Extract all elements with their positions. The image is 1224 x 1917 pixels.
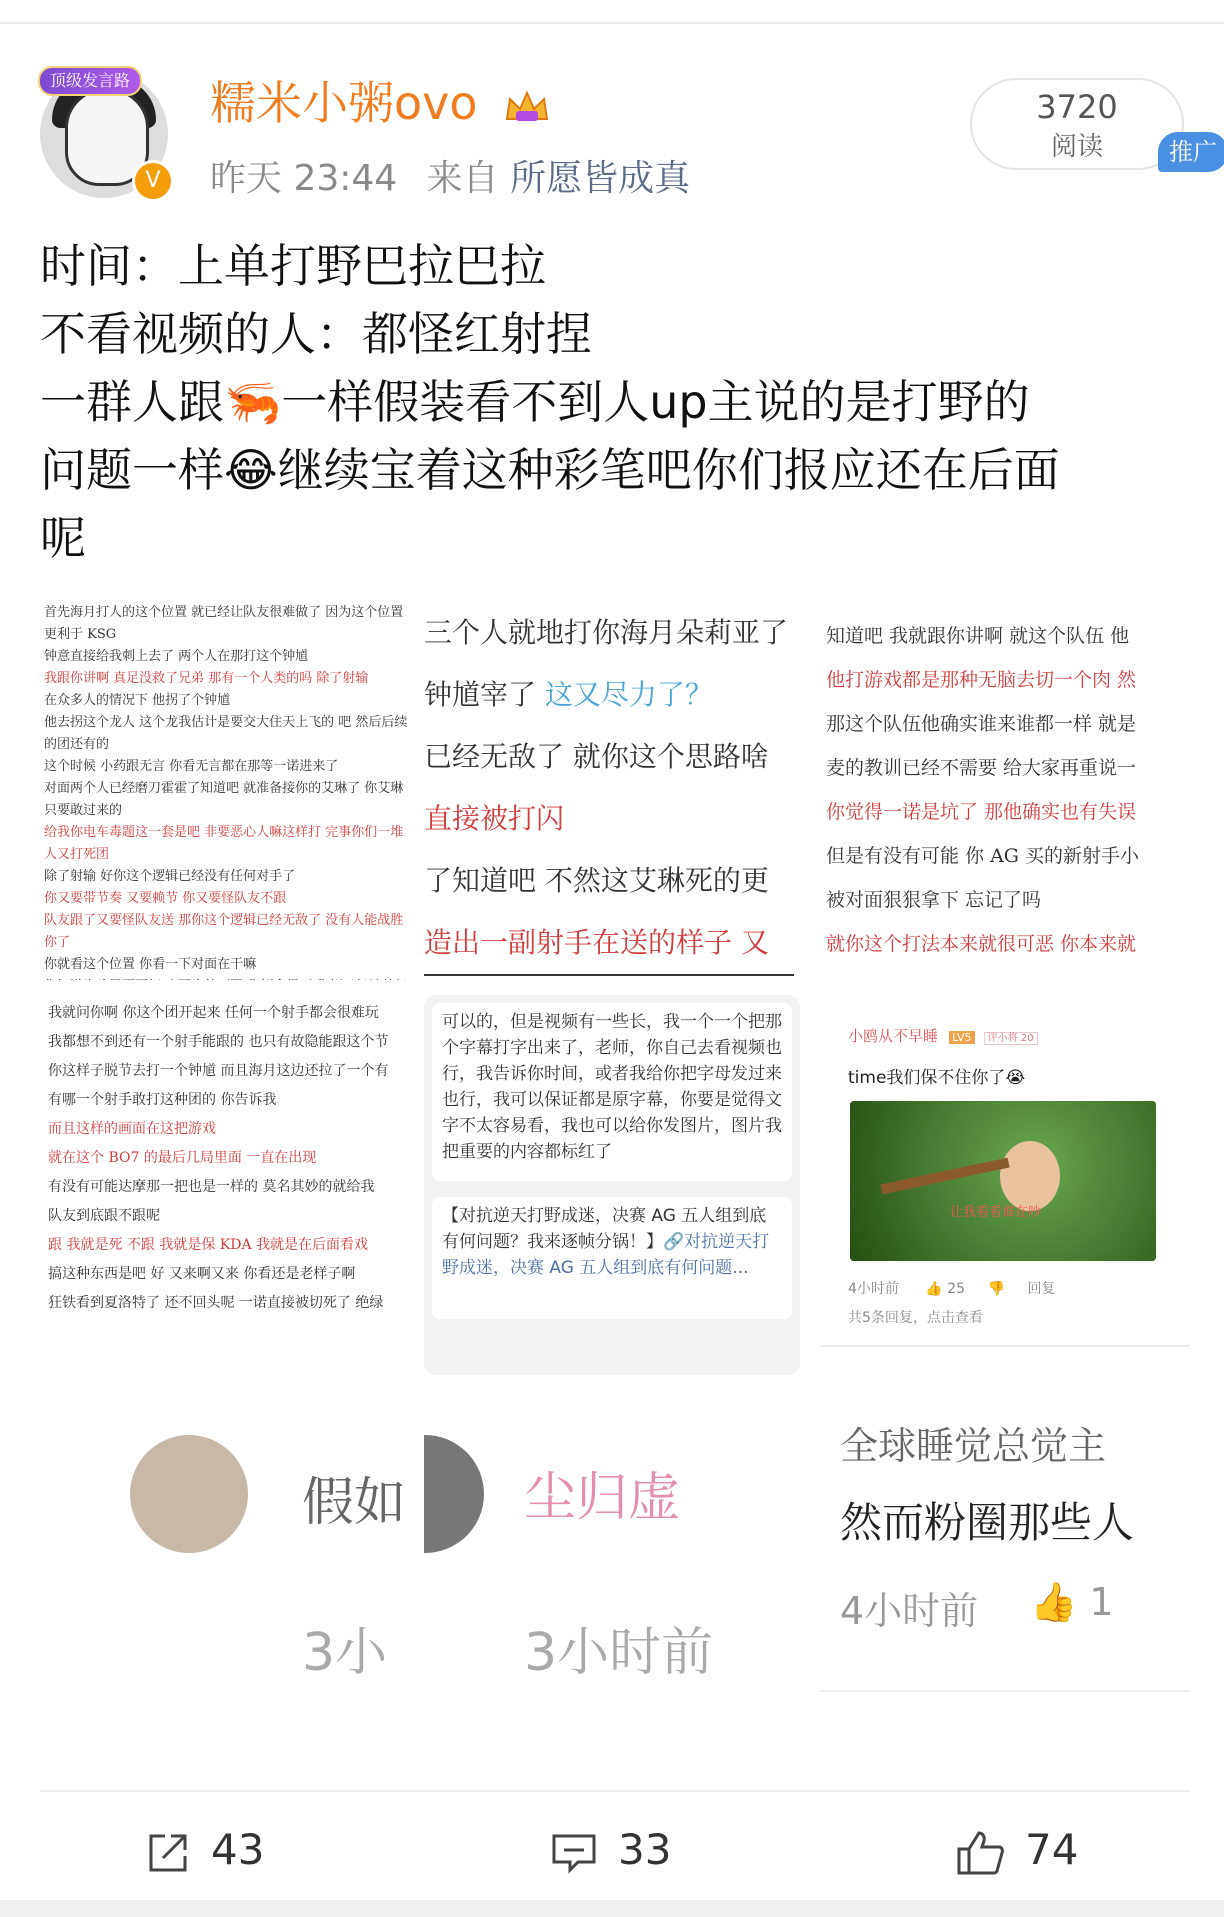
subtitle-text: 在众多人的情况下 他拐了个钟馗: [44, 693, 231, 708]
reply-button[interactable]: 回复: [1027, 1281, 1056, 1297]
post-source[interactable]: 所愿皆成真: [510, 158, 691, 199]
comment-tag: 评小将 20: [984, 1032, 1038, 1045]
image-grid: [40, 600, 1190, 1740]
comment-snippet: 假如: [302, 1473, 407, 1533]
commenter-avatar: [424, 1435, 484, 1553]
subtitle-line: [424, 850, 794, 912]
subtitle-line: [48, 999, 404, 1028]
subtitle-text: 他去拐这个龙人 这个龙我估计是要交大住天上飞的 吧 然后后续的团还有的: [44, 715, 408, 752]
subtitle-text: 知道吧 我就跟你讲啊 就这个队伍 他: [826, 625, 1130, 647]
subtitle-text: 麦的教训已经不需要 给大家再重说一: [826, 757, 1137, 779]
comment-button[interactable]: [550, 1810, 671, 1890]
subtitle-line: [424, 726, 794, 788]
thumb-up-icon: [955, 1829, 1005, 1877]
subtitle-line: [826, 614, 1190, 658]
image-right-middle[interactable]: [820, 995, 1190, 1375]
subtitle-text: 有哪一个射手敢打这种团的 你告诉我: [48, 1092, 277, 1108]
chat-message-text: 可以的，但是视频有一些长，我一个一个把那个字幕打字出来了，老师，你自己去看视频也行，我告诉你时间，或者我给你把字母发过来也行，我可以保证都是原字幕，你要是觉得文字不太容易看，我也可以给你发图片，图片我把重要的内容都标红了: [442, 1012, 782, 1162]
subtitle-text: 钟意直接给我刺上去了 两个人在那打这个钟馗: [44, 649, 309, 664]
subtitle-line: [44, 602, 408, 646]
subtitle-text: 除了射输 好你这个逻辑已经没有任何对手了: [44, 869, 296, 884]
subtitle-text: 已经无敌了 就你这个思路啥: [424, 740, 769, 773]
comment-like-icon[interactable]: 👍: [925, 1281, 943, 1297]
post-header: [40, 60, 1217, 210]
image-mid-top[interactable]: [424, 600, 804, 980]
comment-time: 4小时前: [840, 1589, 979, 1633]
subtitle-text: 你又要带节奏 又要赖节 你又要怪队友不跟: [44, 891, 287, 906]
image-left-bottom[interactable]: [40, 1390, 412, 1730]
subtitle-text: 这个时候 小药跟无言 你看无言都在那等一诺进来了: [44, 759, 339, 774]
share-icon: [145, 1830, 191, 1876]
subtitle-text: 造出一副射手在送的样子 又: [424, 926, 769, 959]
read-count: 3720: [1036, 88, 1118, 126]
subtitle-line: [44, 888, 408, 910]
subtitle-text: 我就问你啊 你这个团开起来 任何一个射手都会很难玩: [48, 1005, 379, 1021]
action-bar: [0, 1810, 1224, 1890]
subtitle-text: 队友跟了又要怪队友送 那你这个逻辑已经无敌了 没有人能战胜你了: [44, 913, 404, 950]
subtitle-text: 了知道吧 不然这艾琳死的更: [424, 864, 769, 897]
footer-divider: [40, 1790, 1190, 1792]
subtitle-text: 你就看这个位置 你看一下对面在干嘛: [44, 957, 257, 972]
subtitle-text: 搞这种东西是吧 好 又来啊又来 你看还是老样子啊: [48, 1266, 356, 1282]
subtitle-text: 钟馗宰了: [424, 678, 545, 711]
subtitle-line: [44, 910, 408, 954]
subtitle-text: 首先海月打人的这个位置 就已经让队友很难做了 因为这个位置更利于 KSG: [44, 605, 404, 642]
subtitle-text: 但是有没有可能 你 AG 买的新射手小: [826, 845, 1140, 867]
comment-time: 3小: [302, 1623, 388, 1683]
video-link-card[interactable]: [432, 1197, 792, 1319]
commenter-avatar: [130, 1435, 248, 1553]
subtitle-line: [826, 702, 1190, 746]
subtitle-text: 直接被打闪: [424, 802, 565, 835]
subtitle-highlight: 这又尽力了？: [544, 678, 713, 711]
subtitle-text: 有没有可能达摩那一把也是一样的 莫名其妙的就给我: [48, 1179, 375, 1195]
more-replies[interactable]: 共5条回复，点击查看: [848, 1310, 983, 1326]
image-left-middle[interactable]: [40, 995, 412, 1375]
image-mid-bottom[interactable]: [424, 1390, 800, 1730]
subtitle-text: 那这个队伍他确实谁来谁都一样 就是: [826, 713, 1137, 735]
verified-badge-icon: V: [132, 160, 174, 202]
subtitle-line: [424, 602, 794, 664]
image-right-bottom[interactable]: [820, 1390, 1190, 1730]
commenter-name: 全球睡觉总觉主: [840, 1424, 1107, 1468]
subtitle-line: [826, 658, 1190, 702]
subtitle-text: [44, 979, 407, 980]
subtitle-text: 队友到底跟不跟呢: [48, 1208, 160, 1224]
subtitle-text: 跟 我就是死 不跟 我就是保 KDA 我就是在后面看戏: [48, 1237, 369, 1253]
meme-image[interactable]: [850, 1101, 1156, 1261]
share-count: 43: [211, 1825, 265, 1874]
subtitle-line: [826, 922, 1190, 966]
bottom-spacer: [0, 1900, 1224, 1917]
subtitle-line: [826, 834, 1190, 878]
subtitle-text: 就在这个 BO7 的最后几局里面 一直在出现: [48, 1150, 317, 1166]
subtitle-list: [424, 600, 794, 976]
divider: [820, 1690, 1190, 1692]
subtitle-text: 你这样子脱节去打一个钟馗 而且海月这边还拉了一个有: [48, 1063, 389, 1079]
image-right-top[interactable]: [820, 600, 1190, 980]
post-line: 问题一样😂继续宝着这种彩笔吧你们报应还在后面: [40, 443, 1060, 497]
username[interactable]: [210, 75, 552, 131]
comment-footer: [848, 1278, 1055, 1298]
comment-icon: [550, 1830, 598, 1876]
subtitle-line: [44, 822, 408, 866]
subtitle-text: 就你这个打法本来就很可恶 你本来就: [826, 933, 1137, 955]
comment-like-count: 25: [947, 1281, 966, 1297]
subtitle-text: 被对面狠狠拿下 忘记了吗: [826, 889, 1042, 911]
comment-header: [848, 1025, 1038, 1046]
subtitle-line: [826, 746, 1190, 790]
subtitle-line: [826, 878, 1190, 922]
subtitle-line: [44, 712, 408, 756]
subtitle-line: [44, 646, 408, 668]
subtitle-text: 对面两个人已经磨刀霍霍了知道吧 就准备接你的艾琳了 你艾琳只要敢过来的: [44, 781, 404, 818]
subtitle-line: [44, 778, 408, 822]
comment-text: time我们保不住你了😭: [848, 1068, 1026, 1088]
post-time: 昨天 23:44: [210, 158, 398, 199]
subtitle-text: 他打游戏都是那种无脑去切一个肉 然: [826, 669, 1137, 691]
subtitle-line: [48, 1260, 404, 1289]
promo-tag[interactable]: 推广: [1158, 132, 1224, 172]
post-meta: [210, 150, 690, 201]
subtitle-line: [48, 1086, 404, 1115]
link-card-title: 【对抗逆天打野成迷，决赛 AG 五人组到底有何问题？我来逐帧分锅！】: [442, 1206, 767, 1252]
subtitle-line: [48, 1115, 404, 1144]
subtitle-list: [820, 600, 1190, 966]
like-button[interactable]: [955, 1810, 1078, 1890]
meme-caption: 让我看看谁在吵: [950, 1205, 1042, 1220]
level-badge: LV5: [949, 1031, 974, 1044]
subtitle-text: 我跟你讲啊 真足没救了兄弟 那有一个人类的吗 除了射输: [44, 671, 369, 686]
post-line: 不看视频的人：都怪红射捏: [40, 307, 592, 361]
subtitle-line: [44, 690, 408, 712]
image-left-top[interactable]: [40, 600, 412, 980]
subtitle-line: [48, 1173, 404, 1202]
subtitle-text: 你觉得一诺是坑了 那他确实也有失误: [826, 801, 1137, 823]
like-count: 74: [1025, 1825, 1079, 1874]
subtitle-list: [40, 995, 412, 1322]
subtitle-text: 给我你电车毒题这一套是吧 非要恶心人嘛这样打 完事你们一堆人又打死团: [44, 825, 404, 862]
post-text: [40, 232, 1190, 572]
post-line: 一群人跟🦐一样假装看不到人up主说的是打野的: [40, 375, 1030, 429]
subtitle-text: 三个人就地打你海月朵莉亚了: [424, 616, 789, 649]
comment-username[interactable]: 小鸥从不早睡: [848, 1027, 939, 1045]
comment-snippet: 然而粉圈那些人: [840, 1498, 1135, 1547]
subtitle-line: [424, 912, 794, 974]
subtitle-line: [48, 1028, 404, 1057]
divider: [820, 1345, 1190, 1347]
from-label: 来自: [426, 158, 499, 199]
comment-like-count: 1: [1089, 1580, 1114, 1624]
top-divider: [0, 22, 1224, 24]
image-mid-middle[interactable]: [424, 995, 800, 1375]
subtitle-line: [48, 1202, 404, 1231]
subtitle-line: [826, 790, 1190, 834]
title-badge: 顶级发言路: [38, 66, 142, 96]
comment-time: 4小时前: [848, 1281, 899, 1297]
comment-count: 33: [618, 1825, 672, 1874]
comment-time: 3小时前: [524, 1623, 714, 1683]
dislike-icon[interactable]: 👎: [987, 1281, 1005, 1297]
thumb-up-icon: 👍: [1030, 1580, 1078, 1624]
link-card-link[interactable]: 🔗对抗逆天打野成迷，决赛 AG 五人组到底有何问题...: [442, 1232, 770, 1278]
username-text[interactable]: 糯米小粥ovo: [210, 76, 478, 130]
subtitle-line: [48, 1289, 404, 1318]
subtitle-list: [40, 600, 412, 980]
chat-message: [432, 1003, 792, 1181]
subtitle-line: [48, 1144, 404, 1173]
commenter-name: 尘归虚: [524, 1468, 681, 1528]
subtitle-text: 我都想不到还有一个射手能跟的 也只有故隐能跟这个节: [48, 1034, 389, 1050]
read-label: 阅读: [1050, 132, 1103, 162]
subtitle-line: [424, 788, 794, 850]
subtitle-line: [44, 954, 408, 976]
subtitle-line: [44, 668, 408, 690]
subtitle-line: [44, 756, 408, 778]
crown-icon: [502, 87, 552, 127]
post-line: 呢: [40, 511, 86, 565]
subtitle-line: [424, 664, 794, 726]
share-button[interactable]: [145, 1810, 264, 1890]
read-count-pill: [970, 78, 1184, 170]
subtitle-line: [44, 866, 408, 888]
subtitle-line: [44, 976, 408, 980]
subtitle-text: 狂铁看到夏洛特了 还不回头呢 一诺直接被切死了 绝绿: [48, 1295, 384, 1311]
subtitle-line: [48, 1231, 404, 1260]
comment-like[interactable]: [1030, 1580, 1114, 1625]
post-line: 时间：上单打野巴拉巴拉: [40, 239, 546, 293]
subtitle-line: [48, 1057, 404, 1086]
subtitle-text: 而且这样的画面在这把游戏: [48, 1121, 216, 1137]
